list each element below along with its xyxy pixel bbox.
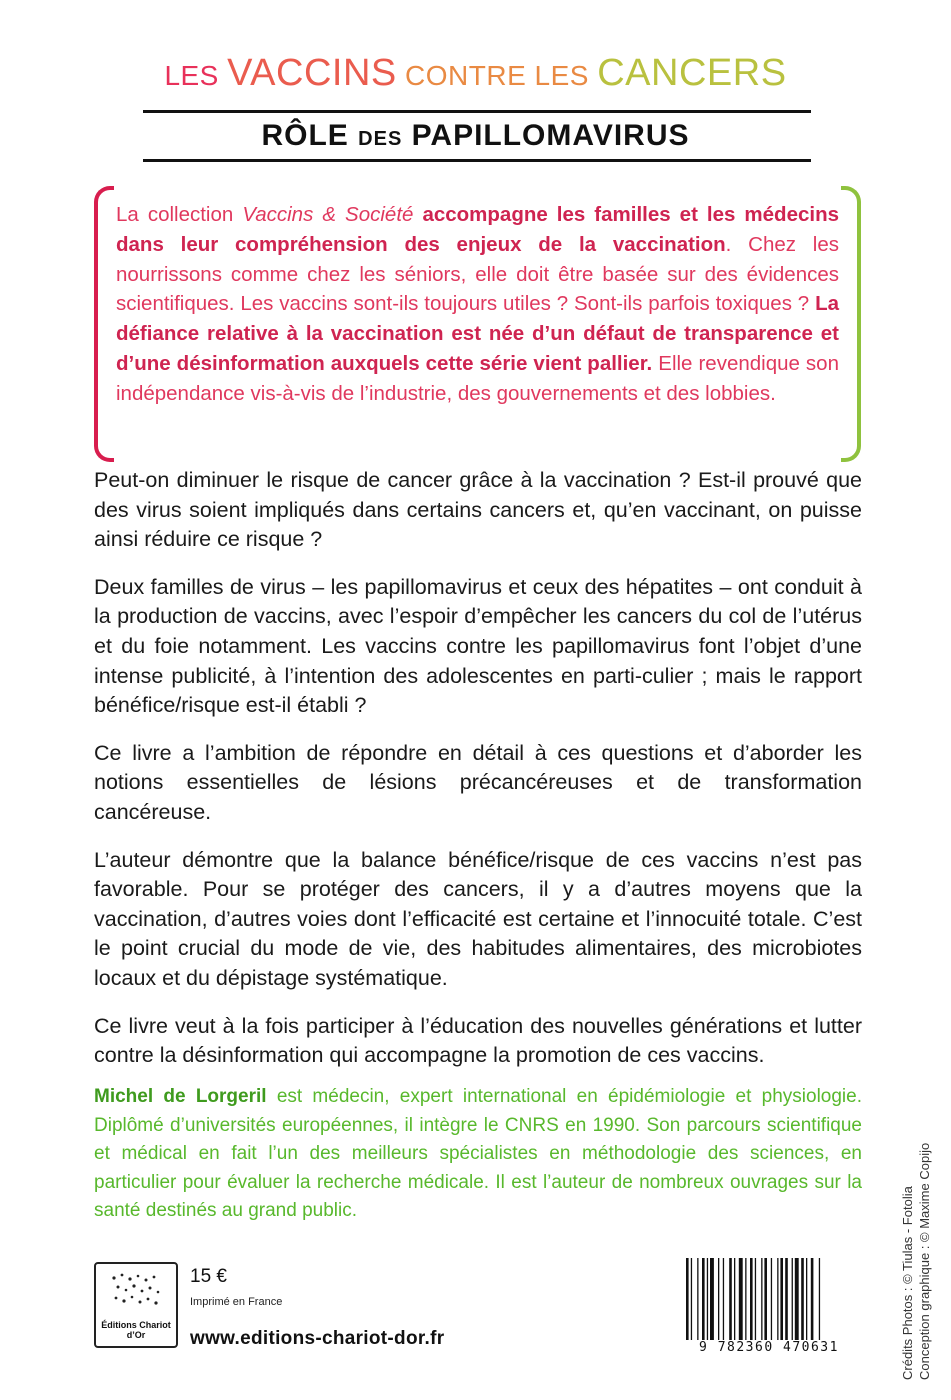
book-title bbox=[0, 52, 951, 95]
body-paragraph: Deux familles de virus – les papillomavirus et ceux des hépatites – ont conduit à la production de vaccins, avec l’espoir d’empêcher les cancers du col de l’utérus et du foie notamment. Les vaccins contre les papillomavirus font l’objet d’une intense publicité, à l’intention des adolescentes en parti-culier ; mais le rapport bénéfice/risque est-il établi ? bbox=[94, 574, 862, 718]
book-subtitle bbox=[0, 119, 951, 153]
body-paragraph: Ce livre veut à la fois participer à l’éducation des nouvelles générations et lutter contre la désinformation qui accompagne la promotion de ces vaccins. bbox=[94, 1013, 862, 1068]
design-credits: Conception graphique : © Maxime Copijo bbox=[917, 1142, 932, 1380]
intro-text-4: Elle revendique son indépendance vis-à-vis de l’industrie, des gouvernements et des lobbies. bbox=[116, 351, 839, 405]
author-bio bbox=[94, 1083, 862, 1226]
credits bbox=[899, 1070, 933, 1380]
chariot-icon bbox=[104, 1270, 166, 1310]
title-divider-top bbox=[143, 110, 811, 113]
printed-in: Imprimé en France bbox=[190, 1296, 283, 1308]
title-cancers: CANCERS bbox=[597, 52, 787, 94]
collection-name: Vaccins & Société bbox=[242, 203, 414, 226]
title-vaccins: VACCINS bbox=[227, 52, 397, 94]
publisher-name: Éditions Chariot d’Or bbox=[101, 1320, 171, 1340]
photo-credits: Crédits Photos : © Tiulas - Fotolia bbox=[900, 1186, 915, 1380]
publisher-url: www.editions-chariot-dor.fr bbox=[190, 1328, 445, 1349]
title-contre-les: CONTRE LES bbox=[396, 60, 598, 91]
title-les: LES bbox=[164, 60, 228, 91]
intro-bracket-left bbox=[94, 186, 114, 462]
isbn-number: 9 782360 470631 bbox=[684, 1340, 854, 1355]
title-divider-bottom bbox=[143, 159, 811, 162]
price: 15 € bbox=[190, 1266, 227, 1287]
back-cover-body bbox=[94, 466, 862, 1089]
subtitle-role: RÔLE bbox=[261, 119, 359, 152]
intro-highlight-2: La défiance relative à la vaccination est née d’un défaut de transparence et d’une désinformation auxquels cette série vient pallier. bbox=[116, 292, 839, 375]
body-paragraph: L’auteur démontre que la balance bénéfice/risque de ces vaccins n’est pas favorable. Pour se protéger des cancers, il y a d’autres moyens que la vaccination, d’autres voies dont l’efficacité est certaine et l’innocuité totale. C’est le point crucial du mode de vie, des habitudes alimentaires, des microbiotes locaux et du dépistage systématique. bbox=[94, 847, 862, 990]
author-name: Michel de Lorgeril bbox=[94, 1086, 267, 1107]
publisher-logo bbox=[94, 1262, 178, 1348]
body-paragraph: Peut-on diminuer le risque de cancer grâce à la vaccination ? Est-il prouvé que des virus soient impliqués dans certains cancers et, qu’en vaccinant, on puisse ainsi réduire ce risque ? bbox=[94, 468, 862, 552]
subtitle-papillomavirus: PAPILLOMAVIRUS bbox=[402, 119, 690, 152]
intro-text-1: La collection bbox=[116, 203, 243, 226]
subtitle-des: DES bbox=[358, 128, 403, 150]
intro-text-3: . Chez les nourrissons comme chez les séniors, elle doit être basée sur des évidences scientifiques. Les vaccins sont-ils toujours utiles ? Sont-ils parfois toxiques ? bbox=[116, 232, 840, 316]
body-paragraph: Ce livre a l’ambition de répondre en détail à ces questions et d’aborder les notions essentielles de lésions précancéreuses et de transformation cancéreuse. bbox=[94, 740, 862, 824]
author-bio-text: est médecin, expert international en épidémiologie et physiologie. Diplômé d’universités européennes, il intègre le CNRS en 1990. Son parcours scientifique et médical en fait l’un des meilleurs spécialistes en méthodologie des sciences, en particulier pour évaluer la recherche médicale. Il est l’auteur de nombreux ouvrages sur la santé destinés au grand public. bbox=[94, 1086, 862, 1221]
intro-highlight-1: accompagne les familles et les médecins dans leur compréhension des enjeux de la vaccination bbox=[116, 203, 839, 256]
collection-intro bbox=[116, 200, 839, 409]
intro-bracket-right bbox=[841, 186, 861, 462]
